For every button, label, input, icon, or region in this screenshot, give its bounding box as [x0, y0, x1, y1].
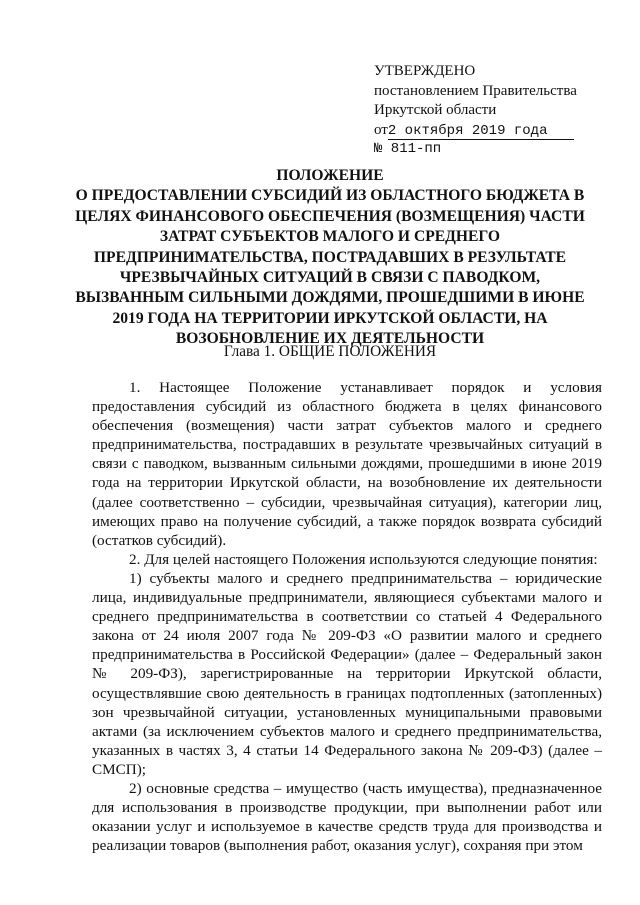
paragraph: 1. Настоящее Положение устанавливает порядок и условия предоставления субсидий из областного бюджета в целях финансового обеспечения (возмещения) части затрат субъектов малого и среднего предпринимательства, пострадавших в результате чрезвычайных ситуаций в связи с паводком, вызванным сильными дождями, прошедшими в июне 2019 года на территории Иркутской области, на возобновление их деятельности (далее соответственно – субсидии, чрезвычайная ситуация), категории лиц, имеющих право на получение субсидий, а также порядок возврата субсидий (остатков субсидий). [92, 379, 602, 549]
date-prefix: от [374, 121, 388, 138]
approved-by-line: постановлением Правительства [374, 82, 577, 99]
title-line: ЦЕЛЯХ ФИНАНСОВОГО ОБЕСПЕЧЕНИЯ (ВОЗМЕЩЕНИЯ) ЧАСТИ [75, 207, 585, 225]
title-line: 2019 ГОДА НА ТЕРРИТОРИИ ИРКУТСКОЙ ОБЛАСТИ, НА [112, 309, 548, 327]
title-line: ЗАТРАТ СУБЪЕКТОВ МАЛОГО И СРЕДНЕГО [159, 228, 501, 246]
title-line: ВОЗОБНОВЛЕНИЕ ИХ ДЕЯТЕЛЬНОСТИ [175, 330, 485, 348]
paragraph: 1) субъекты малого и среднего предпринимательства – юридические лица, индивидуальные предприниматели, являющиеся субъектами малого и среднего предпринимательства в соответствии со статьей 4 Федерального закона от 24 июля 2007 года № 209-ФЗ «О развитии малого и среднего предпринимательства в Российской Федерации» (далее – Федеральный закон № 209-ФЗ), зарегистрированные на территории Иркутской области, осуществлявшие свою деятельность в границах подтопленных (затопленных) зон чрезвычайной ситуации, установленных муниципальными правовыми актами (за исключением субъектов малого и среднего предпринимательства, указанных в частях 3, 4 статьи 14 Федерального закона № 209-ФЗ) (далее – СМСП); [92, 569, 602, 778]
approval-date: 2 октября 2019 года [388, 124, 574, 140]
approved-label: УТВЕРЖДЕНО [374, 63, 476, 79]
document-title [56, 166, 604, 350]
paragraph: 2) основные средства – имущество (часть имущества), предназначенное для использования в производстве продукции, при выполнении работ или оказании услуг и используемое в качестве средств труда для производства и реализации товаров (выполнения работ, оказания услуг), сохраняя при этом [92, 779, 602, 855]
approval-number: № 811-пп [374, 141, 442, 157]
chapter-heading: Глава 1. ОБЩИЕ ПОЛОЖЕНИЯ [223, 343, 437, 360]
approval-stamp [374, 62, 624, 160]
title-line: ЧРЕЗВЫЧАЙНЫХ СИТУАЦИЙ В СВЯЗИ С ПАВОДКОМ, [119, 269, 541, 287]
title-line: ПРЕДПРИНИМАТЕЛЬСТВА, ПОСТРАДАВШИХ В РЕЗУЛЬТАТЕ [93, 248, 567, 266]
title-line: ВЫЗВАННЫМ СИЛЬНЫМИ ДОЖДЯМИ, ПРОШЕДШИМИ В ИЮНЕ [75, 289, 585, 307]
approved-by-region: Иркутской области [374, 102, 497, 118]
title-line: О ПРЕДОСТАВЛЕНИИ СУБСИДИЙ ИЗ ОБЛАСТНОГО БЮДЖЕТА В [75, 187, 585, 205]
approval-date-line [374, 121, 624, 141]
body-text [92, 378, 602, 855]
paragraph: 2. Для целей настоящего Положения используются следующие понятия: [129, 550, 598, 568]
title-line: ПОЛОЖЕНИЕ [276, 167, 384, 184]
